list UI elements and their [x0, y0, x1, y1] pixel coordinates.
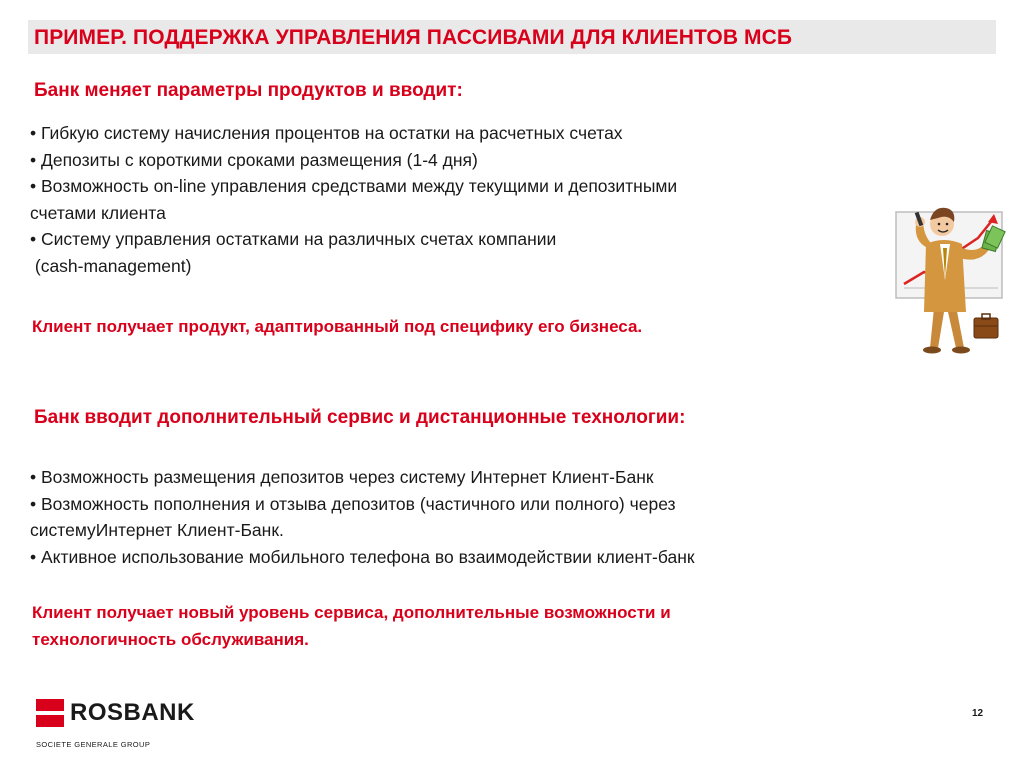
- section1-bullet: • Возможность on-line управления средствами между текущими и депозитными: [30, 176, 678, 196]
- section2-bullet: • Возможность пополнения и отзыва депозитов (частичного или полного) через: [30, 493, 676, 514]
- section1-heading: Банк меняет параметры продуктов и вводит:: [34, 80, 463, 101]
- section2-bullet: системуИнтернет Клиент-Банк.: [30, 520, 284, 540]
- businessman-with-phone-and-money-illustration: [890, 188, 1020, 358]
- section2-heading: Банк вводит дополнительный сервис и дистанционные технологии:: [34, 407, 686, 428]
- section1-bullet: • Гибкую систему начисления процентов на остатки на расчетных счетах: [30, 123, 623, 143]
- section2-bullet: • Активное использование мобильного телефона во взаимодействии клиент-банк: [30, 546, 695, 567]
- logo-subtitle: SOCIETE GENERALE GROUP: [36, 740, 151, 749]
- section1-bullet-list: [30, 120, 677, 279]
- section1-bullet: счетами клиента: [30, 202, 166, 223]
- rosbank-logo-icon: [36, 699, 64, 727]
- section1-bullet: (cash-management): [30, 255, 192, 276]
- section2-bullet-list: [30, 464, 695, 570]
- title-bar: [28, 20, 996, 54]
- section2-conclusion-line: технологичность обслуживания.: [32, 629, 309, 649]
- slide-title: ПРИМЕР. ПОДДЕРЖКА УПРАВЛЕНИЯ ПАССИВАМИ ДЛЯ КЛИЕНТОВ МСБ: [34, 26, 793, 49]
- section1-conclusion: Клиент получает продукт, адаптированный под специфику его бизнеса.: [32, 317, 643, 336]
- section2-conclusion: [32, 600, 671, 653]
- logo-wordmark: ROSBANK: [70, 699, 195, 726]
- section1-bullet: • Систему управления остатками на различных счетах компании: [30, 229, 557, 249]
- section1-bullet: • Депозиты с короткими сроками размещения (1-4 дня): [30, 149, 478, 170]
- section2-bullet: • Возможность размещения депозитов через систему Интернет Клиент-Банк: [30, 467, 654, 487]
- section2-conclusion-line: Клиент получает новый уровень сервиса, дополнительные возможности и: [32, 603, 671, 622]
- page-number: 12: [972, 708, 984, 719]
- rosbank-logo: [36, 697, 236, 729]
